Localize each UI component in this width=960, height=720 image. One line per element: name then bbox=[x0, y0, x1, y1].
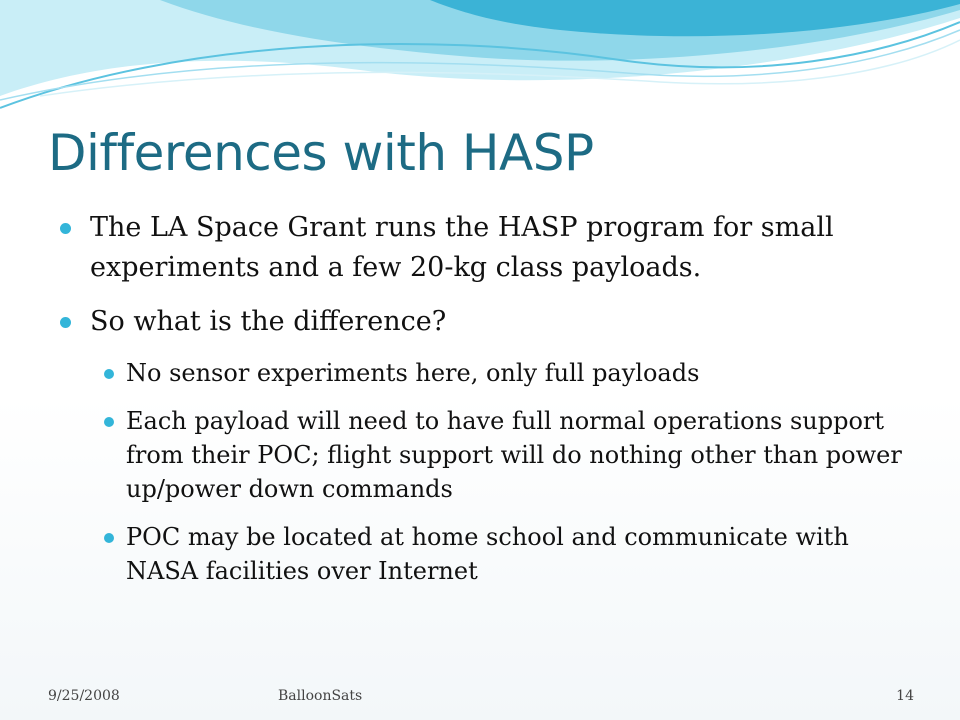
bullet-dot-icon bbox=[60, 317, 71, 328]
sub-bullet-item bbox=[60, 356, 920, 390]
sub-bullet-text: No sensor experiments here, only full payloads bbox=[126, 359, 700, 387]
bullet-dot-icon bbox=[60, 223, 71, 234]
bullet-list bbox=[60, 208, 920, 602]
bullet-text: The LA Space Grant runs the HASP program for small experiments and a few 20-kg class payloads. bbox=[90, 212, 834, 283]
bullet-item bbox=[60, 302, 920, 342]
sub-bullet-text: Each payload will need to have full normal operations support from their POC; flight support will do nothing other than power up/power down commands bbox=[126, 407, 902, 503]
sub-bullet-item bbox=[60, 520, 920, 588]
footer-date: 9/25/2008 bbox=[48, 688, 120, 704]
bullet-dot-icon bbox=[104, 417, 114, 427]
bullet-dot-icon bbox=[104, 369, 114, 379]
footer-center-text: BalloonSats bbox=[278, 688, 363, 704]
sub-bullet-item bbox=[60, 404, 920, 506]
footer-page-number: 14 bbox=[896, 688, 914, 704]
bullet-dot-icon bbox=[104, 533, 114, 543]
slide-title: Differences with HASP bbox=[48, 124, 594, 182]
sub-bullet-text: POC may be located at home school and communicate with NASA facilities over Internet bbox=[126, 523, 849, 585]
bullet-text: So what is the difference? bbox=[90, 306, 447, 337]
header-wave-decoration bbox=[0, 0, 960, 120]
bullet-item bbox=[60, 208, 920, 288]
